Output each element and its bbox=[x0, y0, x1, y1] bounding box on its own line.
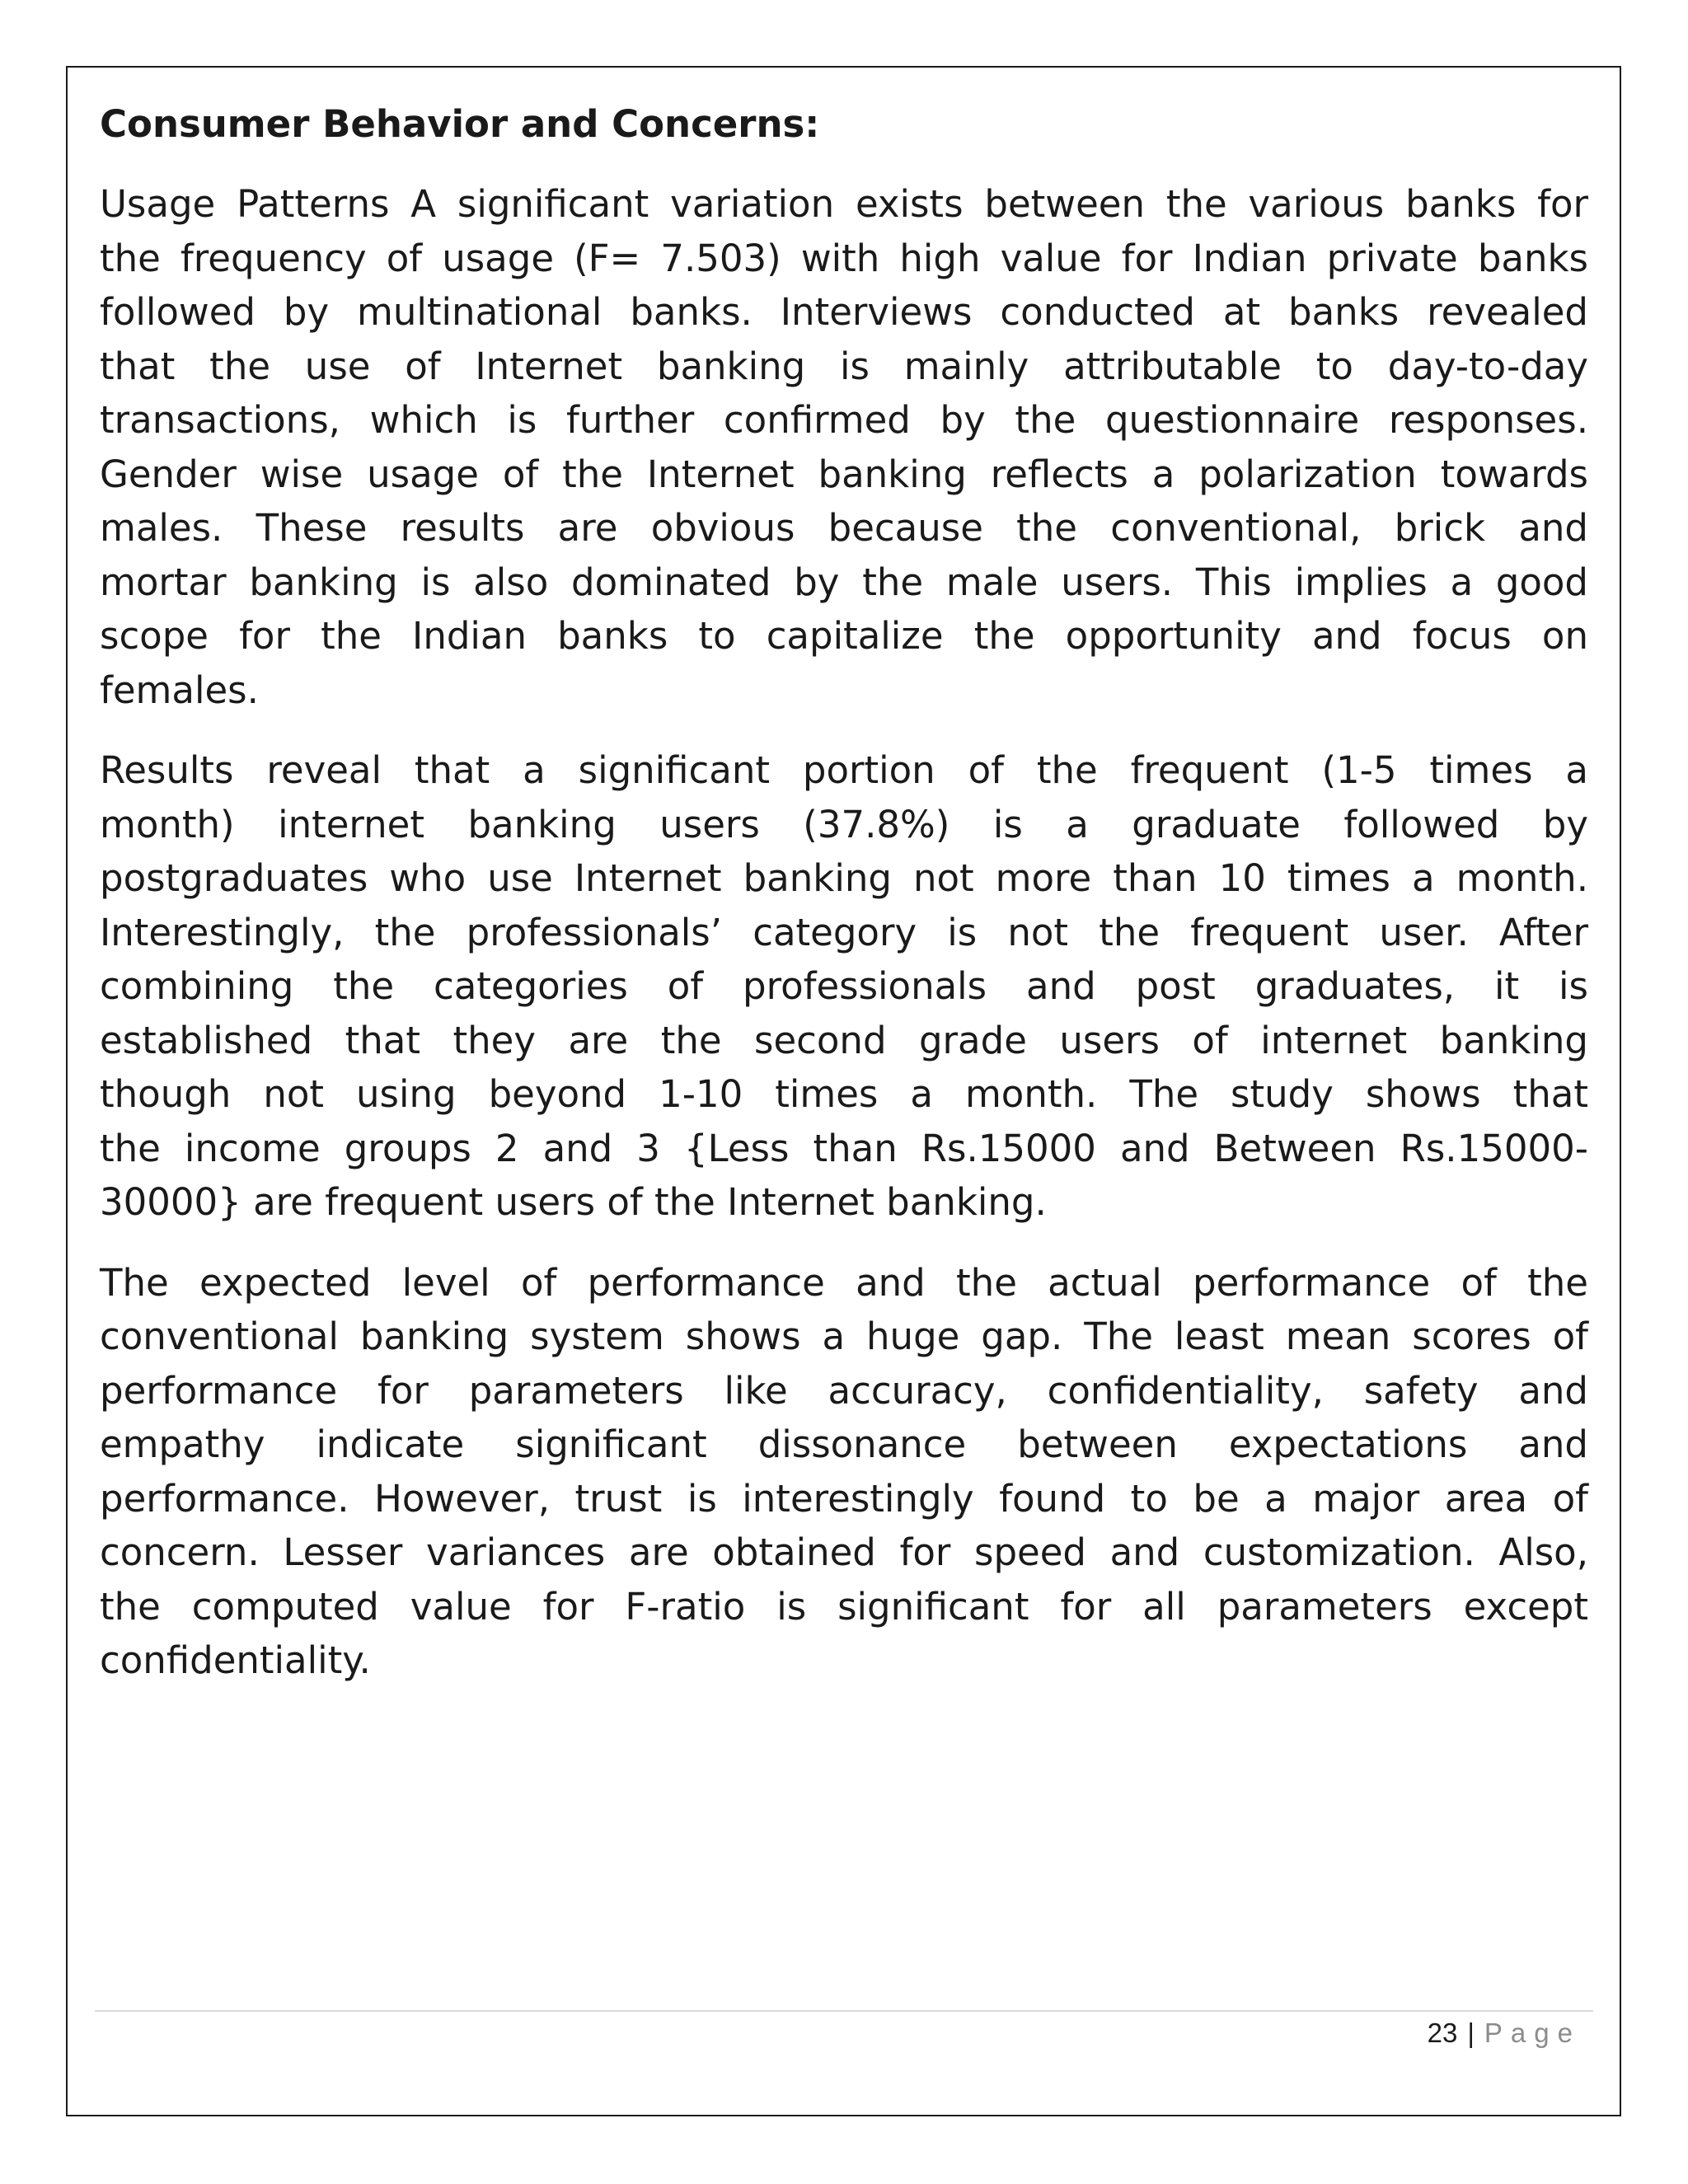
section-heading: Consumer Behavior and Concerns: bbox=[100, 102, 820, 146]
paragraph-line: females. bbox=[100, 668, 259, 712]
paragraph-line: scope for the Indian banks to capitalize the opportunity and focus on bbox=[100, 614, 1588, 658]
paragraph-line: Usage Patterns A significant variation exists between the various banks for bbox=[100, 182, 1588, 226]
paragraph-line: transactions, which is further confirmed by the questionnaire responses. bbox=[100, 398, 1588, 442]
page-label: Page bbox=[1484, 2018, 1581, 2048]
paragraph-line: conventional banking system shows a huge gap. The least mean scores of bbox=[100, 1315, 1588, 1358]
paragraph-line: the computed value for F-ratio is significant for all parameters except bbox=[100, 1584, 1588, 1629]
paragraph-list bbox=[100, 177, 1588, 1688]
paragraph bbox=[100, 1256, 1588, 1688]
paragraph-line: confidentiality. bbox=[100, 1638, 371, 1682]
paragraph-line: the income groups 2 and 3 {Less than Rs.15000 and Between Rs.15000- bbox=[100, 1126, 1588, 1170]
paragraph-line: Results reveal that a significant portion of the frequent (1-5 times a bbox=[100, 748, 1588, 792]
paragraph bbox=[100, 743, 1588, 1230]
paragraph-line: established that they are the second grade users of internet banking bbox=[100, 1018, 1588, 1062]
document-body bbox=[100, 97, 1588, 1714]
paragraph-line: mortar banking is also dominated by the male users. This implies a good bbox=[100, 560, 1588, 604]
footer-divider bbox=[95, 2010, 1593, 2012]
paragraph-line: the frequency of usage (F= 7.503) with high value for Indian private banks bbox=[100, 236, 1588, 280]
page-footer bbox=[1428, 2013, 1581, 2054]
paragraph-line: concern. Lesser variances are obtained for speed and customization. Also, bbox=[100, 1530, 1588, 1574]
paragraph-line: performance. However, trust is interestingly found to be a major area of bbox=[100, 1476, 1588, 1521]
paragraph-line: followed by multinational banks. Interviews conducted at banks revealed bbox=[100, 290, 1588, 334]
paragraph bbox=[100, 177, 1588, 717]
paragraph-line: month) internet banking users (37.8%) is a graduate followed by bbox=[100, 802, 1588, 846]
paragraph-line: postgraduates who use Internet banking not more than 10 times a month. bbox=[100, 856, 1588, 900]
paragraph-line: though not using beyond 1-10 times a month. The study shows that bbox=[100, 1072, 1588, 1116]
paragraph-line: performance for parameters like accuracy, confidentiality, safety and bbox=[100, 1368, 1588, 1413]
paragraph-line: males. These results are obvious because the conventional, brick and bbox=[100, 506, 1588, 550]
paragraph-line: empathy indicate significant dissonance between expectations and bbox=[100, 1422, 1588, 1466]
footer-separator: | bbox=[1467, 2018, 1475, 2048]
paragraph-line: Interestingly, the professionals’ category is not the frequent user. After bbox=[100, 910, 1588, 954]
page-number: 23 bbox=[1427, 2018, 1458, 2048]
paragraph-line: combining the categories of professionals and post graduates, it is bbox=[100, 964, 1588, 1008]
paragraph-line: that the use of Internet banking is mainly attributable to day-to-day bbox=[100, 344, 1588, 388]
paragraph-line: The expected level of performance and the actual performance of the bbox=[100, 1260, 1588, 1305]
paragraph-line: 30000} are frequent users of the Internet banking. bbox=[100, 1180, 1047, 1224]
paragraph-line: Gender wise usage of the Internet banking reflects a polarization towards bbox=[100, 452, 1588, 496]
